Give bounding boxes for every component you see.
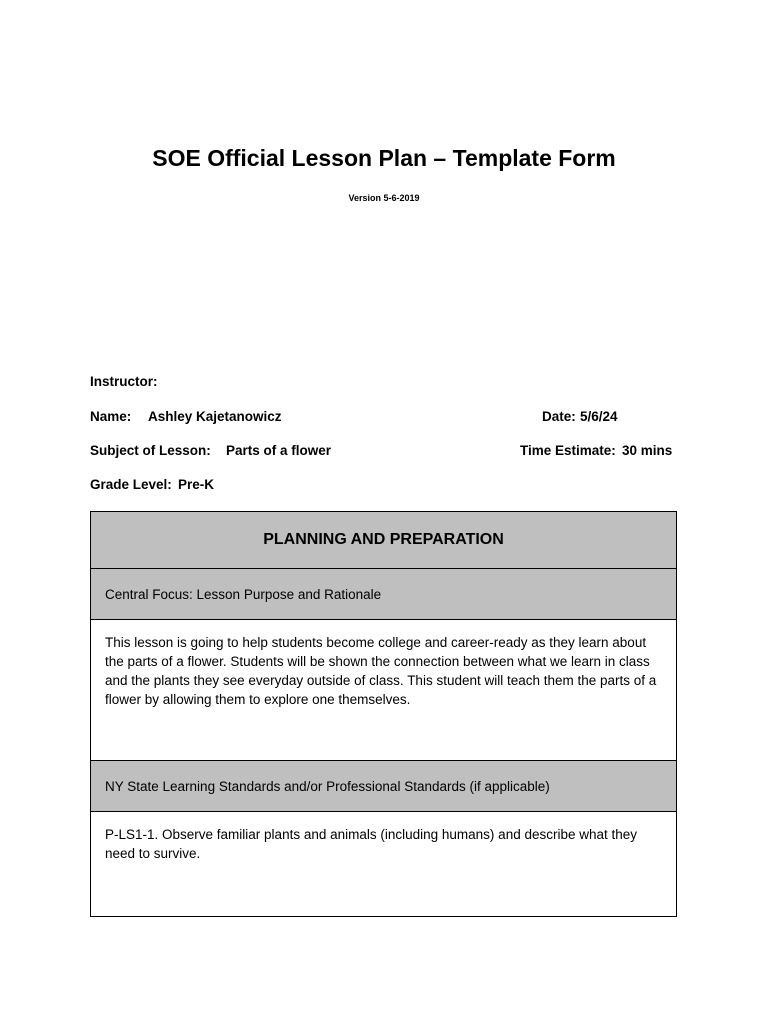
time-estimate-label: Time Estimate:	[520, 443, 616, 458]
page-title: SOE Official Lesson Plan – Template Form	[152, 145, 616, 171]
standards-label: NY State Learning Standards and/or Professional Standards (if applicable)	[91, 761, 676, 812]
name-value: Ashley Kajetanowicz	[148, 409, 282, 424]
subject-value: Parts of a flower	[226, 443, 332, 458]
central-focus-label: Central Focus: Lesson Purpose and Rationale	[91, 569, 676, 620]
date-label: Date:	[542, 409, 576, 424]
date-value: 5/6/24	[580, 409, 618, 424]
time-estimate-value: 30 mins	[622, 443, 673, 458]
version-label: Version 5-6-2019	[348, 193, 420, 203]
central-focus-text: This lesson is going to help students become college and career-ready as they learn about the parts of a flower. Students will be shown the connection between what we learn in class and the plants they see everyday outside of class. This student will teach them the parts of a flower by allowing them to explore one themselves.	[91, 620, 676, 761]
name-label: Name:	[90, 409, 132, 424]
instructor-label: Instructor:	[90, 374, 158, 389]
grade-level-value: Pre-K	[178, 477, 215, 492]
planning-table	[90, 511, 677, 917]
subject-label: Subject of Lesson:	[90, 443, 211, 458]
standards-text: P-LS1-1. Observe familiar plants and animals (including humans) and describe what they need to survive.	[105, 827, 638, 861]
planning-heading: PLANNING AND PREPARATION	[91, 512, 676, 569]
grade-level-label: Grade Level:	[90, 477, 172, 492]
